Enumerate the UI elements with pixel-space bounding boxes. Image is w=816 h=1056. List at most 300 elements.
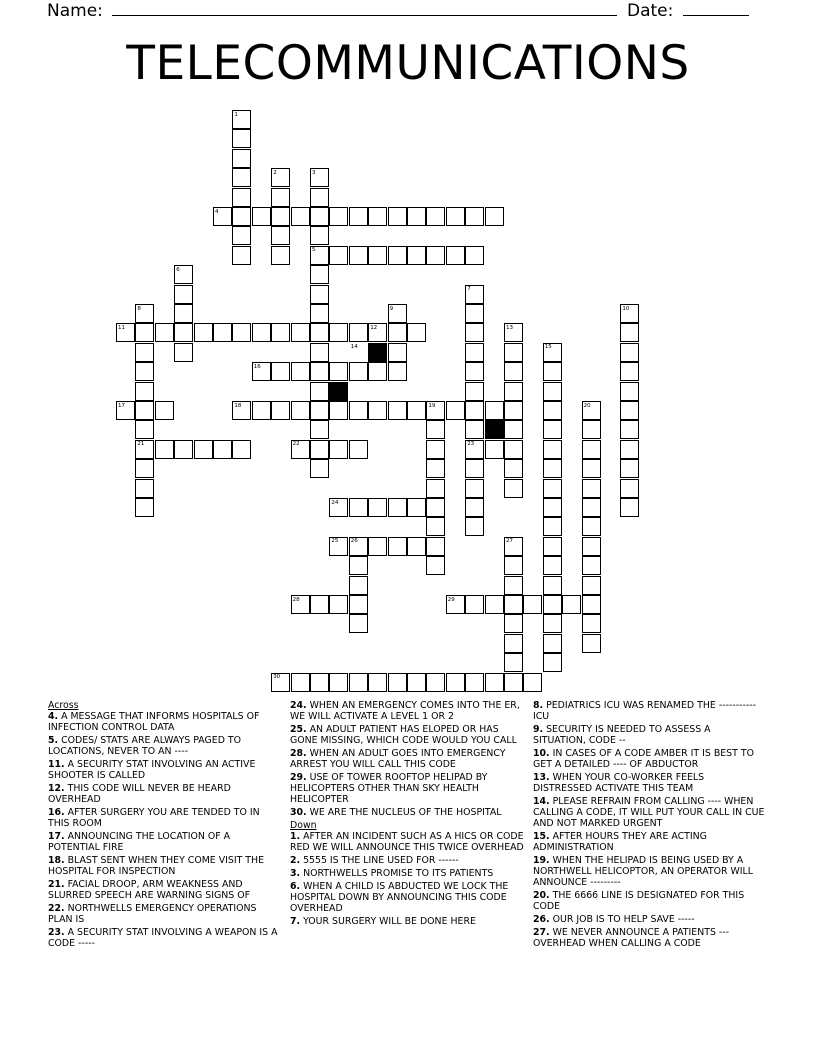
- clue-text: NORTHWELLS PROMISE TO ITS PATIENTS: [303, 868, 494, 879]
- clue-item: [290, 831, 526, 853]
- grid-cell[interactable]: [465, 420, 484, 439]
- grid-clue-number: 28: [292, 596, 300, 603]
- grid-cell[interactable]: [620, 343, 639, 362]
- clue-item: [48, 759, 280, 781]
- name-label: Name:: [47, 1, 103, 21]
- clue-item: [533, 914, 765, 925]
- grid-cell[interactable]: [426, 537, 445, 556]
- grid-cell[interactable]: [174, 323, 193, 342]
- grid-cell[interactable]: [620, 498, 639, 517]
- clue-text: AFTER HOURS THEY ARE ACTING ADMINISTRATION: [533, 831, 707, 853]
- grid-cell[interactable]: [232, 323, 251, 342]
- grid-cell[interactable]: [232, 129, 251, 148]
- clue-number: 8.: [533, 700, 544, 711]
- clue-item: [533, 890, 765, 912]
- grid-cell[interactable]: [388, 207, 407, 226]
- grid-clue-number: 19: [428, 402, 436, 409]
- grid-cell[interactable]: [426, 556, 445, 575]
- grid-cell[interactable]: [194, 440, 213, 459]
- grid-cell[interactable]: [446, 673, 465, 692]
- clue-item: [290, 772, 526, 805]
- clue-number: 30.: [290, 807, 307, 818]
- grid-cell[interactable]: [291, 401, 310, 420]
- grid-cell[interactable]: [368, 246, 387, 265]
- grid-cell[interactable]: [543, 401, 562, 420]
- grid-cell[interactable]: [310, 382, 329, 401]
- grid-cell[interactable]: [465, 207, 484, 226]
- grid-cell[interactable]: [543, 595, 562, 614]
- grid-cell[interactable]: [407, 323, 426, 342]
- grid-cell[interactable]: [543, 420, 562, 439]
- clue-column-2: [290, 700, 526, 929]
- grid-cell[interactable]: [620, 459, 639, 478]
- clue-text: PLEASE REFRAIN FROM CALLING ---- WHEN CALLING A CODE, IT WILL PUT YOUR CALL IN CUE AND NOT MARKED URGENT: [533, 796, 765, 829]
- down-heading: Down: [290, 820, 317, 831]
- clue-item: [290, 700, 526, 722]
- grid-cell[interactable]: [504, 576, 523, 595]
- grid-cell[interactable]: [504, 420, 523, 439]
- page-title: TELECOMMUNICATIONS: [126, 36, 690, 91]
- clue-item: [290, 916, 526, 927]
- grid-cell[interactable]: [388, 401, 407, 420]
- grid-cell[interactable]: [310, 285, 329, 304]
- grid-clue-number: 30: [273, 674, 281, 681]
- grid-cell[interactable]: [504, 653, 523, 672]
- grid-cell[interactable]: [504, 343, 523, 362]
- grid-cell[interactable]: [310, 673, 329, 692]
- grid-cell[interactable]: [407, 207, 426, 226]
- grid-cell[interactable]: [310, 362, 329, 381]
- grid-cell[interactable]: [271, 246, 290, 265]
- grid-cell[interactable]: [310, 323, 329, 342]
- grid-cell[interactable]: [329, 323, 348, 342]
- grid-cell[interactable]: [329, 246, 348, 265]
- grid-clue-number: 3: [312, 169, 316, 176]
- grid-cell[interactable]: [407, 246, 426, 265]
- grid-cell[interactable]: [349, 673, 368, 692]
- grid-cell[interactable]: [504, 556, 523, 575]
- grid-cell[interactable]: [388, 537, 407, 556]
- grid-cell[interactable]: [349, 246, 368, 265]
- grid-cell[interactable]: [252, 207, 271, 226]
- grid-cell[interactable]: [155, 323, 174, 342]
- grid-cell[interactable]: [465, 459, 484, 478]
- clue-item: [533, 927, 765, 949]
- clue-number: 2.: [290, 855, 301, 866]
- grid-cell[interactable]: [485, 595, 504, 614]
- grid-clue-number: 20: [583, 402, 591, 409]
- date-label: Date:: [627, 1, 674, 21]
- grid-cell[interactable]: [582, 479, 601, 498]
- grid-clue-number: 10: [622, 305, 630, 312]
- grid-cell[interactable]: [271, 226, 290, 245]
- clue-text: OUR JOB IS TO HELP SAVE -----: [552, 914, 695, 925]
- grid-cell[interactable]: [174, 343, 193, 362]
- grid-clue-number: 23: [467, 441, 475, 448]
- clue-number: 11.: [48, 759, 65, 770]
- grid-cell[interactable]: [426, 420, 445, 439]
- clue-number: 4.: [48, 711, 59, 722]
- clue-item: [48, 903, 280, 925]
- grid-cell[interactable]: [485, 401, 504, 420]
- grid-clue-number: 14: [350, 344, 358, 351]
- clue-number: 26.: [533, 914, 550, 925]
- clue-number: 14.: [533, 796, 550, 807]
- grid-cell[interactable]: [310, 595, 329, 614]
- grid-cell[interactable]: [135, 401, 154, 420]
- grid-cell[interactable]: [310, 304, 329, 323]
- grid-cell[interactable]: [465, 673, 484, 692]
- clue-number: 25.: [290, 724, 307, 735]
- grid-cell[interactable]: [543, 576, 562, 595]
- grid-cell[interactable]: [349, 207, 368, 226]
- grid-clue-number: 7: [467, 286, 471, 293]
- grid-cell[interactable]: [368, 362, 387, 381]
- grid-cell[interactable]: [388, 362, 407, 381]
- grid-cell[interactable]: [543, 517, 562, 536]
- clue-item: [48, 927, 280, 949]
- grid-cell[interactable]: [349, 595, 368, 614]
- clue-number: 16.: [48, 807, 65, 818]
- grid-cell[interactable]: [232, 226, 251, 245]
- grid-cell[interactable]: [465, 498, 484, 517]
- grid-clue-number: 8: [137, 305, 141, 312]
- grid-cell[interactable]: [310, 226, 329, 245]
- grid-cell[interactable]: [504, 440, 523, 459]
- grid-cell[interactable]: [291, 323, 310, 342]
- grid-cell[interactable]: [329, 440, 348, 459]
- clue-item: [290, 868, 526, 879]
- clue-number: 22.: [48, 903, 65, 914]
- grid-cell[interactable]: [582, 576, 601, 595]
- grid-cell[interactable]: [504, 382, 523, 401]
- clue-text: A SECURITY STAT INVOLVING A WEAPON IS A CODE -----: [48, 927, 278, 949]
- clue-number: 19.: [533, 855, 550, 866]
- clue-number: 27.: [533, 927, 550, 938]
- grid-cell[interactable]: [543, 634, 562, 653]
- grid-clue-number: 29: [447, 596, 455, 603]
- clue-text: CODES/ STATS ARE ALWAYS PAGED TO LOCATIONS, NEVER TO AN ----: [48, 735, 242, 757]
- grid-cell[interactable]: [407, 537, 426, 556]
- grid-cell[interactable]: [135, 420, 154, 439]
- grid-cell[interactable]: [543, 556, 562, 575]
- clue-column-3: [533, 700, 765, 951]
- grid-cell[interactable]: [349, 556, 368, 575]
- clue-item: [48, 783, 280, 805]
- grid-cell[interactable]: [465, 401, 484, 420]
- clue-item: [290, 881, 526, 914]
- grid-cell[interactable]: [349, 498, 368, 517]
- grid-cell[interactable]: [388, 498, 407, 517]
- grid-cell[interactable]: [135, 459, 154, 478]
- grid-cell[interactable]: [582, 634, 601, 653]
- grid-cell[interactable]: [426, 498, 445, 517]
- grid-cell[interactable]: [620, 479, 639, 498]
- grid-cell[interactable]: [465, 246, 484, 265]
- grid-cell[interactable]: [329, 401, 348, 420]
- grid-cell[interactable]: [388, 343, 407, 362]
- grid-cell[interactable]: [426, 246, 445, 265]
- grid-clue-number: 2: [273, 169, 277, 176]
- clue-number: 15.: [533, 831, 550, 842]
- grid-cell[interactable]: [504, 673, 523, 692]
- grid-cell[interactable]: [368, 673, 387, 692]
- clue-item: [533, 700, 765, 722]
- grid-cell[interactable]: [310, 343, 329, 362]
- grid-cell[interactable]: [485, 673, 504, 692]
- clue-text: YOUR SURGERY WILL BE DONE HERE: [303, 916, 476, 927]
- grid-cell[interactable]: [271, 362, 290, 381]
- clue-number: 23.: [48, 927, 65, 938]
- grid-cell[interactable]: [310, 440, 329, 459]
- grid-cell[interactable]: [310, 265, 329, 284]
- grid-cell[interactable]: [155, 440, 174, 459]
- grid-cell[interactable]: [620, 382, 639, 401]
- clue-number: 21.: [48, 879, 65, 890]
- grid-clue-number: 12: [370, 324, 378, 331]
- grid-cell[interactable]: [582, 556, 601, 575]
- grid-cell[interactable]: [543, 479, 562, 498]
- grid-cell[interactable]: [232, 149, 251, 168]
- clue-text: WHEN AN EMERGENCY COMES INTO THE ER, WE WILL ACTIVATE A LEVEL 1 OR 2: [290, 700, 520, 722]
- grid-cell[interactable]: [582, 498, 601, 517]
- clue-item: [48, 711, 280, 733]
- grid-clue-number: 4: [215, 208, 219, 215]
- grid-cell[interactable]: [310, 401, 329, 420]
- grid-cell[interactable]: [543, 382, 562, 401]
- grid-cell[interactable]: [465, 517, 484, 536]
- grid-cell[interactable]: [465, 382, 484, 401]
- grid-clue-number: 24: [331, 499, 339, 506]
- grid-cell[interactable]: [329, 362, 348, 381]
- grid-cell[interactable]: [310, 207, 329, 226]
- grid-cell[interactable]: [504, 614, 523, 633]
- grid-cell[interactable]: [582, 517, 601, 536]
- grid-cell[interactable]: [446, 401, 465, 420]
- grid-clue-number: 26: [350, 538, 358, 545]
- black-cell: [368, 343, 387, 362]
- grid-cell[interactable]: [349, 440, 368, 459]
- grid-cell[interactable]: [465, 595, 484, 614]
- clue-number: 5.: [48, 735, 59, 746]
- grid-cell[interactable]: [252, 323, 271, 342]
- grid-clue-number: 9: [389, 305, 394, 312]
- grid-clue-number: 17: [118, 402, 125, 409]
- grid-cell[interactable]: [543, 614, 562, 633]
- grid-cell[interactable]: [213, 323, 232, 342]
- grid-cell[interactable]: [465, 323, 484, 342]
- grid-cell[interactable]: [368, 498, 387, 517]
- grid-cell[interactable]: [349, 614, 368, 633]
- grid-cell[interactable]: [504, 401, 523, 420]
- grid-cell[interactable]: [543, 653, 562, 672]
- grid-cell[interactable]: [329, 595, 348, 614]
- grid-cell[interactable]: [135, 323, 154, 342]
- grid-cell[interactable]: [329, 207, 348, 226]
- clue-text: FACIAL DROOP, ARM WEAKNESS AND SLURRED SPEECH ARE WARNING SIGNS OF: [48, 879, 250, 901]
- grid-cell[interactable]: [446, 207, 465, 226]
- grid-cell[interactable]: [543, 537, 562, 556]
- clue-item: [48, 831, 280, 853]
- grid-cell[interactable]: [582, 595, 601, 614]
- grid-cell[interactable]: [543, 498, 562, 517]
- grid-clue-number: 6: [176, 266, 180, 273]
- grid-cell[interactable]: [465, 479, 484, 498]
- grid-cell[interactable]: [504, 634, 523, 653]
- grid-cell[interactable]: [407, 401, 426, 420]
- grid-cell[interactable]: [349, 576, 368, 595]
- grid-cell[interactable]: [271, 323, 290, 342]
- clue-number: 7.: [290, 916, 301, 927]
- black-cell: [329, 382, 348, 401]
- grid-cell[interactable]: [232, 168, 251, 187]
- clue-item: [533, 855, 765, 888]
- grid-cell[interactable]: [465, 343, 484, 362]
- clue-text: A SECURITY STAT INVOLVING AN ACTIVE SHOOTER IS CALLED: [48, 759, 256, 781]
- grid-cell[interactable]: [504, 459, 523, 478]
- grid-cell[interactable]: [620, 440, 639, 459]
- grid-cell[interactable]: [582, 420, 601, 439]
- clue-number: 28.: [290, 748, 307, 759]
- grid-cell[interactable]: [135, 382, 154, 401]
- grid-cell[interactable]: [329, 673, 348, 692]
- clue-text: WHEN A CHILD IS ABDUCTED WE LOCK THE HOSPITAL DOWN BY ANNOUNCING THIS CODE OVERHEAD: [290, 881, 509, 914]
- clue-text: AFTER SURGERY YOU ARE TENDED TO IN THIS ROOM: [48, 807, 260, 829]
- black-cell: [485, 420, 504, 439]
- grid-cell[interactable]: [446, 246, 465, 265]
- clue-number: 6.: [290, 881, 301, 892]
- grid-clue-number: 11: [118, 324, 125, 331]
- clue-item: [533, 724, 765, 746]
- grid-cell[interactable]: [368, 207, 387, 226]
- clue-text: WE NEVER ANNOUNCE A PATIENTS --- OVERHEAD WHEN CALLING A CODE: [533, 927, 730, 949]
- grid-cell[interactable]: [232, 207, 251, 226]
- clue-item: [533, 772, 765, 794]
- grid-cell[interactable]: [174, 440, 193, 459]
- grid-cell[interactable]: [271, 401, 290, 420]
- grid-cell[interactable]: [310, 188, 329, 207]
- grid-cell[interactable]: [349, 323, 368, 342]
- grid-cell[interactable]: [465, 362, 484, 381]
- grid-cell[interactable]: [426, 479, 445, 498]
- grid-cell[interactable]: [504, 479, 523, 498]
- grid-cell[interactable]: [194, 323, 213, 342]
- grid-cell[interactable]: [426, 673, 445, 692]
- grid-cell[interactable]: [582, 459, 601, 478]
- clue-text: 5555 IS THE LINE USED FOR ------: [303, 855, 459, 866]
- clue-text: NORTHWELLS EMERGENCY OPERATIONS PLAN IS: [48, 903, 257, 925]
- grid-cell[interactable]: [465, 304, 484, 323]
- grid-cell[interactable]: [232, 440, 251, 459]
- clue-item: [290, 855, 526, 866]
- clue-text: ANNOUNCING THE LOCATION OF A POTENTIAL FIRE: [48, 831, 231, 853]
- grid-cell[interactable]: [426, 440, 445, 459]
- grid-cell[interactable]: [426, 517, 445, 536]
- grid-cell[interactable]: [388, 246, 407, 265]
- grid-cell[interactable]: [291, 362, 310, 381]
- grid-cell[interactable]: [485, 207, 504, 226]
- grid-cell[interactable]: [232, 188, 251, 207]
- grid-cell[interactable]: [368, 401, 387, 420]
- grid-cell[interactable]: [504, 595, 523, 614]
- grid-cell[interactable]: [271, 188, 290, 207]
- clue-text: WHEN AN ADULT GOES INTO EMERGENCY ARREST YOU WILL CALL THIS CODE: [290, 748, 506, 770]
- clue-number: 1.: [290, 831, 301, 842]
- grid-cell[interactable]: [523, 673, 542, 692]
- clue-text: WE ARE THE NUCLEUS OF THE HOSPITAL: [309, 807, 502, 818]
- grid-cell[interactable]: [388, 673, 407, 692]
- grid-clue-number: 5: [312, 247, 316, 254]
- grid-clue-number: 13: [506, 324, 513, 331]
- grid-clue-number: 18: [234, 402, 242, 409]
- clue-item: [533, 796, 765, 829]
- clue-text: AN ADULT PATIENT HAS ELOPED OR HAS GONE MISSING, WHICH CODE WOULD YOU CALL: [290, 724, 517, 746]
- grid-cell[interactable]: [213, 440, 232, 459]
- grid-cell[interactable]: [543, 440, 562, 459]
- grid-cell[interactable]: [174, 304, 193, 323]
- grid-cell[interactable]: [135, 362, 154, 381]
- grid-cell[interactable]: [310, 459, 329, 478]
- grid-cell[interactable]: [543, 362, 562, 381]
- grid-cell[interactable]: [543, 459, 562, 478]
- clue-text: THE 6666 LINE IS DESIGNATED FOR THIS CODE: [533, 890, 745, 912]
- clue-item: [533, 748, 765, 770]
- grid-cell[interactable]: [232, 246, 251, 265]
- clue-number: 24.: [290, 700, 307, 711]
- clue-column-1: [48, 700, 280, 951]
- grid-cell[interactable]: [504, 362, 523, 381]
- clue-item: [48, 807, 280, 829]
- grid-cell[interactable]: [620, 323, 639, 342]
- grid-cell[interactable]: [407, 498, 426, 517]
- clue-number: 29.: [290, 772, 307, 783]
- grid-cell[interactable]: [291, 207, 310, 226]
- clue-text: AFTER AN INCIDENT SUCH AS A HICS OR CODE RED WE WILL ANNOUNCE THIS TWICE OVERHEAD: [290, 831, 524, 853]
- grid-cell[interactable]: [485, 440, 504, 459]
- grid-cell[interactable]: [349, 401, 368, 420]
- grid-cell[interactable]: [349, 362, 368, 381]
- grid-cell[interactable]: [310, 420, 329, 439]
- grid-cell[interactable]: [523, 595, 542, 614]
- grid-cell[interactable]: [252, 401, 271, 420]
- grid-cell[interactable]: [368, 537, 387, 556]
- clue-text: THIS CODE WILL NEVER BE HEARD OVERHEAD: [48, 783, 231, 805]
- grid-cell[interactable]: [620, 420, 639, 439]
- grid-cell[interactable]: [582, 614, 601, 633]
- grid-clue-number: 1: [234, 111, 238, 118]
- grid-cell[interactable]: [582, 440, 601, 459]
- grid-cell[interactable]: [426, 207, 445, 226]
- grid-cell[interactable]: [388, 323, 407, 342]
- grid-cell[interactable]: [620, 401, 639, 420]
- grid-cell[interactable]: [135, 498, 154, 517]
- grid-cell[interactable]: [135, 343, 154, 362]
- grid-cell[interactable]: [562, 595, 581, 614]
- grid-cell[interactable]: [174, 285, 193, 304]
- clue-number: 12.: [48, 783, 65, 794]
- clue-text: IN CASES OF A CODE AMBER IT IS BEST TO GET A DETAILED ---- OF ABDUCTOR: [533, 748, 754, 770]
- grid-clue-number: 25: [331, 538, 339, 545]
- grid-cell[interactable]: [582, 537, 601, 556]
- grid-cell[interactable]: [155, 401, 174, 420]
- grid-cell[interactable]: [135, 479, 154, 498]
- grid-cell[interactable]: [291, 673, 310, 692]
- grid-cell[interactable]: [620, 362, 639, 381]
- grid-cell[interactable]: [271, 207, 290, 226]
- grid-cell[interactable]: [407, 673, 426, 692]
- grid-clue-number: 22: [292, 441, 300, 448]
- grid-cell[interactable]: [426, 459, 445, 478]
